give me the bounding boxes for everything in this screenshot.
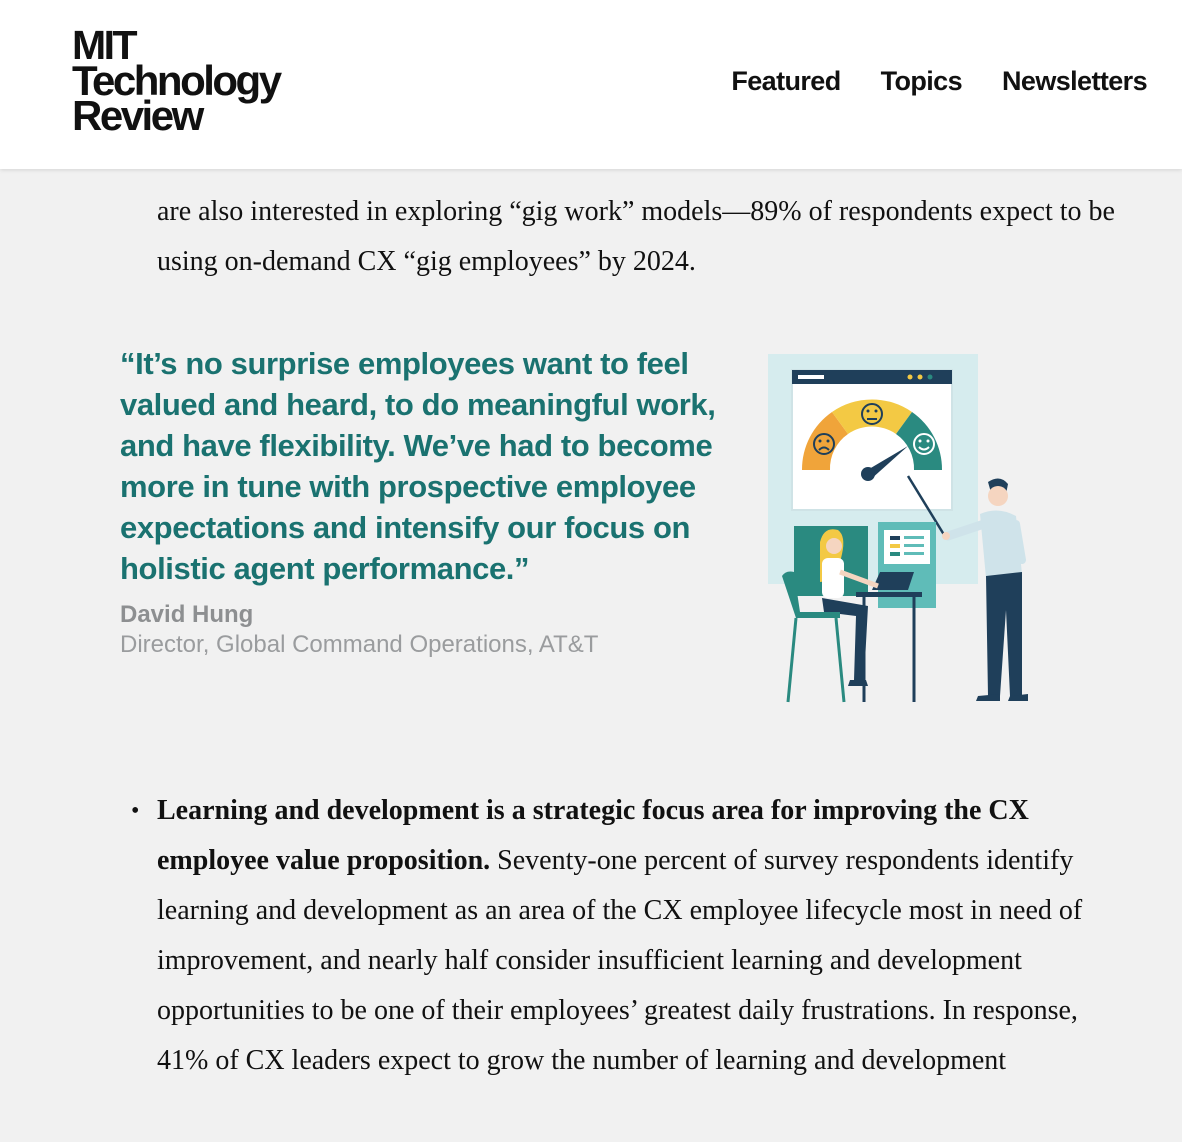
article-paragraph: are also interested in exploring “gig work” models—89% of respondents expect to be using on-demand CX “gig employees” by 2024. [157, 196, 1115, 277]
list-item [157, 786, 1107, 1086]
pull-quote-text: “It’s no surprise employees want to feel valued and heard, to do meaningful work, and have flexibility. We’ve had to become more in tune with prospective employee expectations and intensify our focus on holistic agent performance.” [120, 346, 716, 586]
logo-line-1: MIT [72, 22, 136, 68]
quote-author-role: Director, Global Command Operations, AT&T [120, 631, 599, 658]
logo-line-2: Technology [72, 57, 280, 104]
bullet-body: Seventy-one percent of survey respondents identify learning and development as an area of the CX employee lifecycle most in need of improvement, and nearly half consider insufficient learning and development opportunities to be one of their employees’ greatest daily frustrations. In response, 41% of CX leaders expect to grow the number of learning and development [157, 845, 1083, 1076]
nav-topics-link[interactable]: Topics [880, 66, 963, 96]
nav-newsletters-link[interactable]: Newsletters [1002, 66, 1147, 96]
customer-satisfaction-illustration [760, 350, 1050, 710]
mit-technology-review-logo[interactable] [72, 22, 280, 139]
quote-author: David Hung [120, 601, 254, 628]
main-nav [731, 66, 1147, 97]
pull-quote [120, 343, 760, 659]
logo-line-3: Review [72, 92, 202, 139]
bullet-bold-lead: Learning and development is a strategic focus area for improving the CX employee value proposition. [157, 795, 1029, 876]
article-bullet-list [157, 786, 1107, 1086]
nav-featured-link[interactable]: Featured [731, 66, 841, 96]
site-header [0, 0, 1182, 169]
